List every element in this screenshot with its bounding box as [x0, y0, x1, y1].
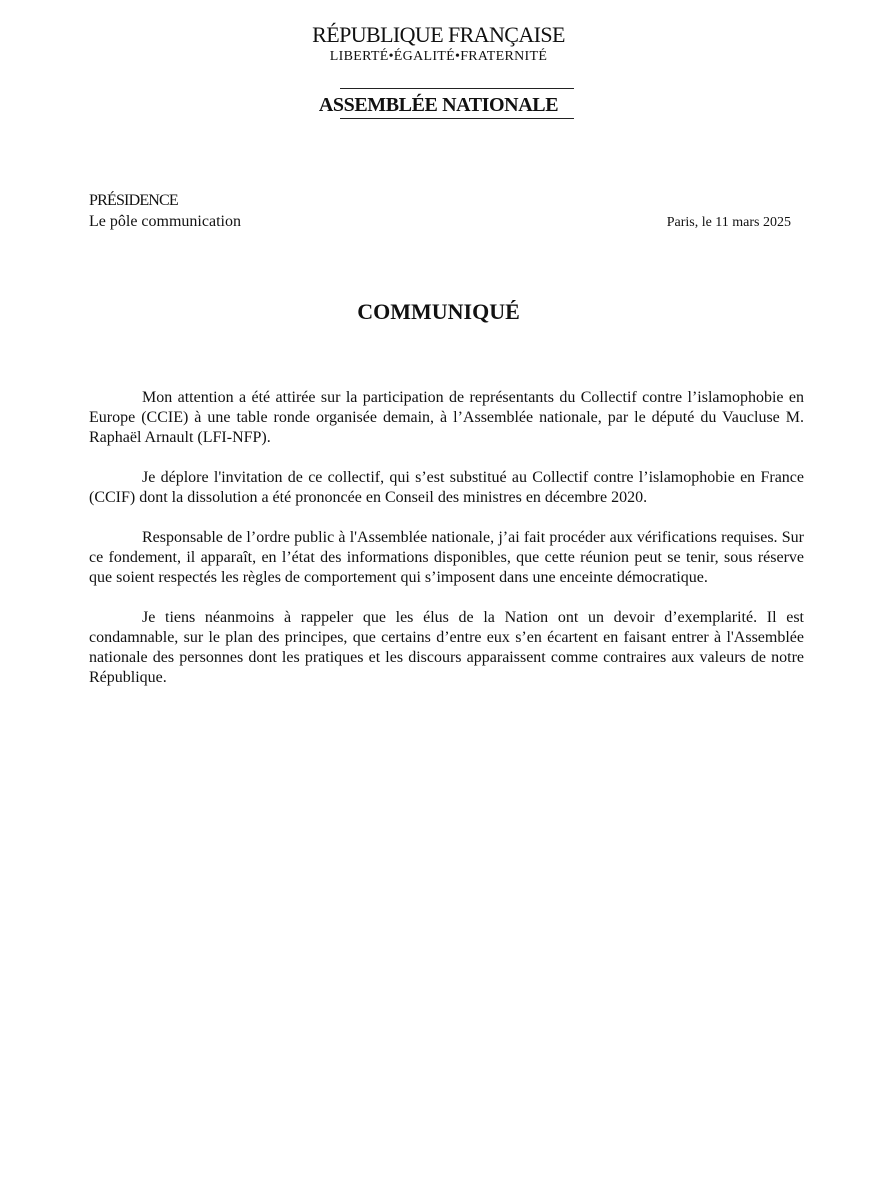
letterhead-bottom-rule — [340, 118, 574, 119]
sender-block — [89, 190, 241, 232]
body-paragraph: Je déplore l'invitation de ce collectif, qui s’est substitué au Collectif contre l’islamophobie en France (CCIF) dont la dissolution a été prononcée en Conseil des ministres en décembre 2020. — [89, 469, 804, 506]
institution-name: ASSEMBLÉE NATIONALE — [318, 94, 559, 116]
dateline: Paris, le 11 mars 2025 — [666, 215, 791, 230]
republic-title: RÉPUBLIQUE FRANÇAISE — [312, 22, 565, 47]
body-paragraph: Mon attention a été attirée sur la participation de représentants du Collectif contre l’islamophobie en Europe (CCIE) à une table ronde organisée demain, à l’Assemblée nationale, par le député du Vaucluse M. Raphaël Arnault (LFI-NFP). — [89, 389, 804, 446]
sender-department: PRÉSIDENCE — [89, 192, 178, 209]
sender-unit: Le pôle communication — [89, 213, 241, 230]
body-paragraph: Responsable de l’ordre public à l'Assemblée nationale, j’ai fait procéder aux vérifications requises. Sur ce fondement, il apparaît, en l’état des informations disponibles, que cette réunion peut se tenir, sous réserve que soient respectés les règles de comportement qui s’imposent dans une enceinte démocratique. — [89, 529, 804, 586]
document-title: COMMUNIQUÉ — [357, 299, 520, 324]
body-paragraph: Je tiens néanmoins à rappeler que les élus de la Nation ont un devoir d’exemplarité. Il est condamnable, sur le plan des principes, que certains d’entre eux s’en écartent en faisant entrer à l'Assemblée nationale des personnes dont les pratiques et les discours apparaissent comme contraires aux valeurs de notre République. — [89, 609, 804, 686]
document-body — [89, 388, 804, 708]
republic-motto: LIBERTÉ•ÉGALITÉ•FRATERNITÉ — [329, 49, 548, 64]
letterhead-top-rule — [340, 88, 574, 89]
